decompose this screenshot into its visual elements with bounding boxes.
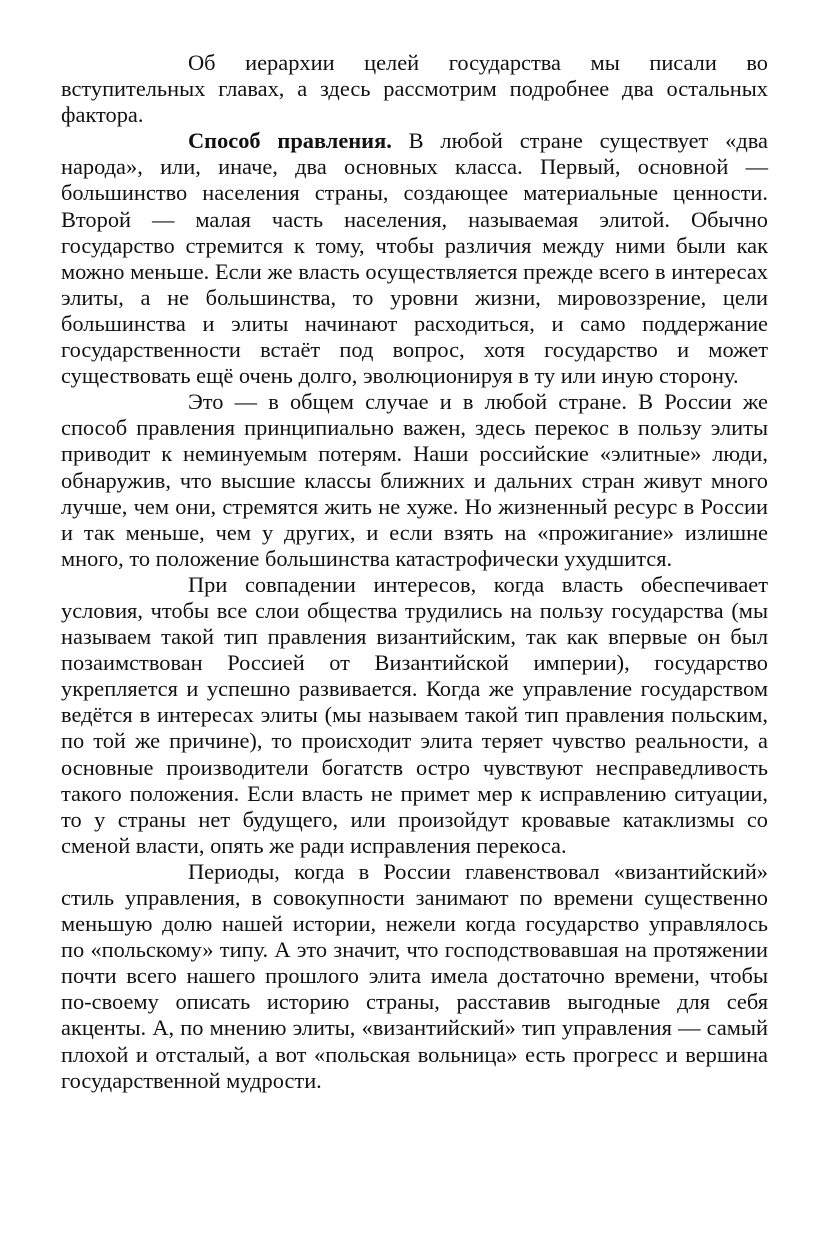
paragraph-text: При совпадении интересов, когда власть обеспечивает условия, чтобы все слои общества трудились на пользу государства (мы называем такой тип правления византийским, так как впервые он был позаимствован Россией от Византийской империи), государство укрепляется и успешно развивается. Когда же управление государством ведётся в интересах элиты (мы называем такой тип правления польским, по той же причине), то происходит элита теряет чувство реальности, а основные производители богатств остро чувствуют несправедливость такого положения. Если власть не примет мер к исправлению ситуации, то у страны нет будущего, или произойдут кровавые катаклизмы со сменой власти, опять же ради исправления перекоса. <box>61 571 768 858</box>
paragraph-russia-elite <box>61 389 768 572</box>
document-page <box>61 50 768 1094</box>
paragraph-text: Об иерархии целей государства мы писали во вступительных главах, а здесь рассмотрим подробнее два остальных фактора. <box>61 50 768 128</box>
paragraph-governance-method <box>61 128 768 389</box>
paragraph-text: Периоды, когда в России главенствовал «византийский» стиль управления, в совокупности занимают по времени существенно меньшую долю нашей истории, нежели когда государство управлялось по «польскому» типу. А это значит, что господствовавшая на протяжении почти всего нашего прошлого элита имела достаточно времени, чтобы по-своему описать историю страны, расставив выгодные для себя акценты. А, по мнению элиты, «византийский» тип управления — самый плохой и отсталый, а вот «польская вольница» есть прогресс и вершина государственной мудрости. <box>61 858 768 1093</box>
paragraph-goals-intro <box>61 50 768 128</box>
paragraph-text: В любой стране существует «два народа», или, иначе, два основных класса. Первый, основной — большинство населения страны, создающее материальные ценности. Второй — малая часть населения, называемая элитой. Обычно государство стремится к тому, чтобы различия между ними были как можно меньше. Если же власть осуществляется прежде всего в интересах элиты, а не большинства, то уровни жизни, мировоззрение, цели большинства и элиты начинают расходиться, и само поддержание государственности встаёт под вопрос, хотя государство и может существовать ещё очень долго, эволюционируя в ту или иную сторону. <box>61 128 768 389</box>
paragraph-history-periods <box>61 859 768 1094</box>
section-heading-governance: Способ правления. <box>188 128 392 154</box>
paragraph-byzantine-polish <box>61 572 768 859</box>
paragraph-text: Это — в общем случае и в любой стране. В России же способ правления принципиально важен, здесь перекос в пользу элиты приводит к неминуемым потерям. Наши российские «элитные» люди, обнаружив, что высшие классы ближних и дальних стран живут много лучше, чем они, стремятся жить не хуже. Но жизненный ресурс в России и так меньше, чем у других, и если взять на «прожигание» излишне много, то положение большинства катастрофически ухудшится. <box>61 389 768 571</box>
